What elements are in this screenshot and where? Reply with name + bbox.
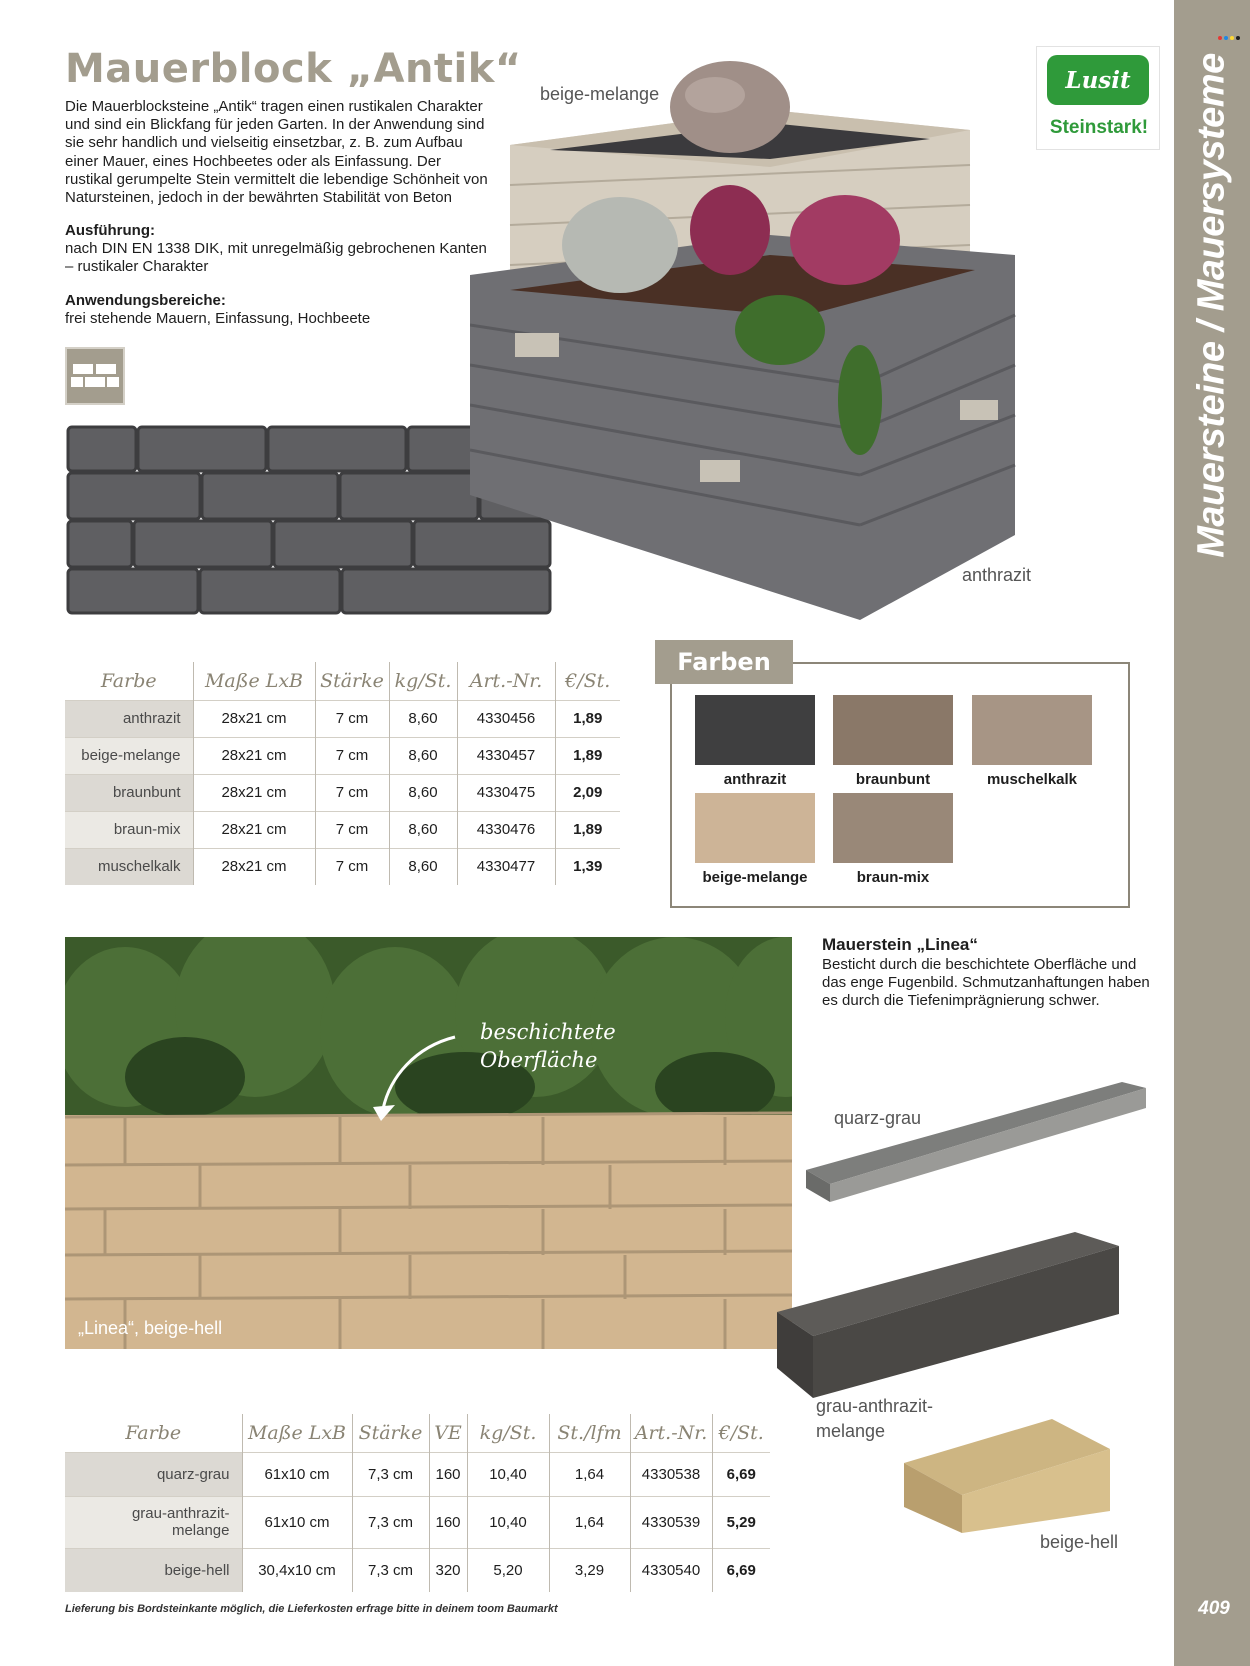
table-cell: 4330540 [630,1548,712,1592]
table-row [65,700,620,737]
table-cell: 28x21 cm [193,774,315,811]
table-cell: beige-hell [65,1548,242,1592]
page-number: 409 [1198,1598,1230,1619]
table-cell: 3,29 [549,1548,630,1592]
table-row [65,848,620,885]
intro-text: Die Mauerblocksteine „Antik“ tragen einen rustikalen Charakter und sind ein Blickfang für jeden Garten. In der Anwendung sind sie sehr handlich und vielseitig einsetzbar, z. B. zum Aufbau einer Mauer, eines Hochbeetes oder als Einfassung. Der rustikal gerumpelte Stein vermittelt die lebendige Schönheit von Natursteinen, jedoch in der bewährten Stabilität von Beton [65,98,488,207]
grau-anthrazit-brick [775,1228,1127,1398]
table-cell: anthrazit [65,700,193,737]
label-linea-beige-hell: „Linea“, beige-hell [78,1318,223,1338]
table-cell: 6,69 [712,1548,770,1592]
table-cell: 8,60 [389,811,457,848]
table-cell: 6,69 [712,1452,770,1496]
table-cell: 61x10 cm [242,1452,352,1496]
table-cell: 28x21 cm [193,737,315,774]
lusit-logo [1036,46,1160,150]
lusit-slogan: Steinstark! [1049,117,1149,138]
table-row [65,1548,770,1592]
antik-header: Stärke [315,662,389,700]
linea-description: Besticht durch die beschichtete Oberfläche und das enge Fugenbild. Schmutzanhaftungen haben es durch die Tiefenimprägnierung schwer. [822,956,1150,1010]
table-row [65,1452,770,1496]
table-cell: 30,4x10 cm [242,1548,352,1592]
table-cell: 7 cm [315,700,389,737]
table-cell: 28x21 cm [193,700,315,737]
linea-header: Art.-Nr. [630,1414,712,1452]
table-cell: quarz-grau [65,1452,242,1496]
table-cell: muschelkalk [65,848,193,885]
swatch-label: beige-melange [702,869,808,886]
linea-header: Stärke [352,1414,429,1452]
color-swatch-braunbunt [833,695,953,765]
color-swatch-anthrazit [695,695,815,765]
table-row [65,774,620,811]
table-cell: 61x10 cm [242,1496,352,1548]
table-cell: 320 [429,1548,467,1592]
table-cell: 7,3 cm [352,1548,429,1592]
label-quarz-grau: quarz-grau [834,1108,922,1128]
lusit-logo-badge: Lusit [1047,55,1149,105]
color-swatch-braun-mix [833,793,953,863]
table-row [65,1496,770,1548]
swatch-label: braunbunt [855,771,931,788]
raised-bed-photo [470,55,1030,620]
table-cell: 160 [429,1496,467,1548]
table-cell: 4330475 [457,774,555,811]
table-cell: 2,09 [555,774,620,811]
table-cell: 5,29 [712,1496,770,1548]
table-cell: 7,3 cm [352,1496,429,1548]
table-cell: 8,60 [389,774,457,811]
wall-icon [65,347,125,405]
table-cell: 7 cm [315,737,389,774]
table-cell: 7 cm [315,774,389,811]
label-anthrazit: anthrazit [962,565,1032,585]
table-cell: 4330457 [457,737,555,774]
table-cell: 7 cm [315,848,389,885]
swatch-label: braun-mix [856,869,930,886]
table-cell: 1,64 [549,1496,630,1548]
table-cell: braunbunt [65,774,193,811]
swatch-label: anthrazit [723,771,787,788]
print-mark [1236,36,1240,40]
anwendung-text: frei stehende Mauern, Einfassung, Hochbeete [65,310,371,327]
antik-header: Maße LxB [193,662,315,700]
label-beige-melange: beige-melange [540,84,660,104]
page-title: Mauerblock „Antik“ [65,46,522,92]
print-mark [1218,36,1222,40]
table-cell: beige-melange [65,737,193,774]
table-cell: 8,60 [389,737,457,774]
ausfuehrung-heading: Ausführung: [65,222,155,239]
table-cell: 7 cm [315,811,389,848]
table-cell: grau-anthrazit- melange [65,1496,242,1548]
table-cell: 1,89 [555,700,620,737]
antik-spec-table [65,662,620,885]
table-cell: 4330538 [630,1452,712,1496]
table-cell: 5,20 [467,1548,549,1592]
antik-header: Art.-Nr. [457,662,555,700]
table-cell: 1,39 [555,848,620,885]
linea-header: VE [429,1414,467,1452]
table-cell: 1,89 [555,811,620,848]
beige-hell-brick [900,1415,1130,1533]
anwendung-heading: Anwendungsbereiche: [65,292,226,309]
color-swatch-muschelkalk [972,695,1092,765]
table-cell: 8,60 [389,700,457,737]
table-row [65,737,620,774]
table-cell: 1,89 [555,737,620,774]
ausfuehrung-text: nach DIN EN 1338 DIK, mit unregelmäßig gebrochenen Kanten – rustikaler Charakter [65,240,487,276]
linea-header: kg/St. [467,1414,549,1452]
linea-header: Maße LxB [242,1414,352,1452]
linea-spec-table [65,1414,770,1592]
coating-annotation: beschichtete Oberfläche [480,1020,616,1072]
table-cell: 4330539 [630,1496,712,1548]
swatch-label: muschelkalk [986,771,1078,788]
table-cell: 4330456 [457,700,555,737]
table-cell: braun-mix [65,811,193,848]
print-mark [1224,36,1228,40]
linea-title: Mauerstein „Linea“ [822,935,978,954]
sidebar-category: Mauersteine / Mauersysteme [1190,52,1233,558]
table-cell: 7,3 cm [352,1452,429,1496]
linea-header: Farbe [65,1414,242,1452]
linea-header: €/St. [718,1421,764,1444]
table-cell: 28x21 cm [193,848,315,885]
antik-header: Farbe [65,662,193,700]
label-beige-hell: beige-hell [1040,1532,1119,1552]
color-swatch-beige-melange [695,793,815,863]
table-cell: 10,40 [467,1452,549,1496]
table-cell: 1,64 [549,1452,630,1496]
quarz-grau-brick [800,1080,1152,1202]
table-cell: 160 [429,1452,467,1496]
print-mark [1230,36,1234,40]
table-row [65,811,620,848]
antik-header: €/St. [565,669,611,692]
table-cell: 4330477 [457,848,555,885]
table-cell: 10,40 [467,1496,549,1548]
table-cell: 28x21 cm [193,811,315,848]
table-cell: 4330476 [457,811,555,848]
delivery-footnote: Lieferung bis Bordsteinkante möglich, die Lieferkosten erfrage bitte in deinem toom Baumarkt [65,1603,558,1615]
table-cell: 8,60 [389,848,457,885]
linea-wall-photo [65,937,792,1349]
label-grau-anthrazit-melange: grau-anthrazit- melange [816,1396,934,1441]
linea-header: St./lfm [549,1414,630,1452]
antik-header: kg/St. [389,662,457,700]
farben-title: Farben [655,640,793,684]
